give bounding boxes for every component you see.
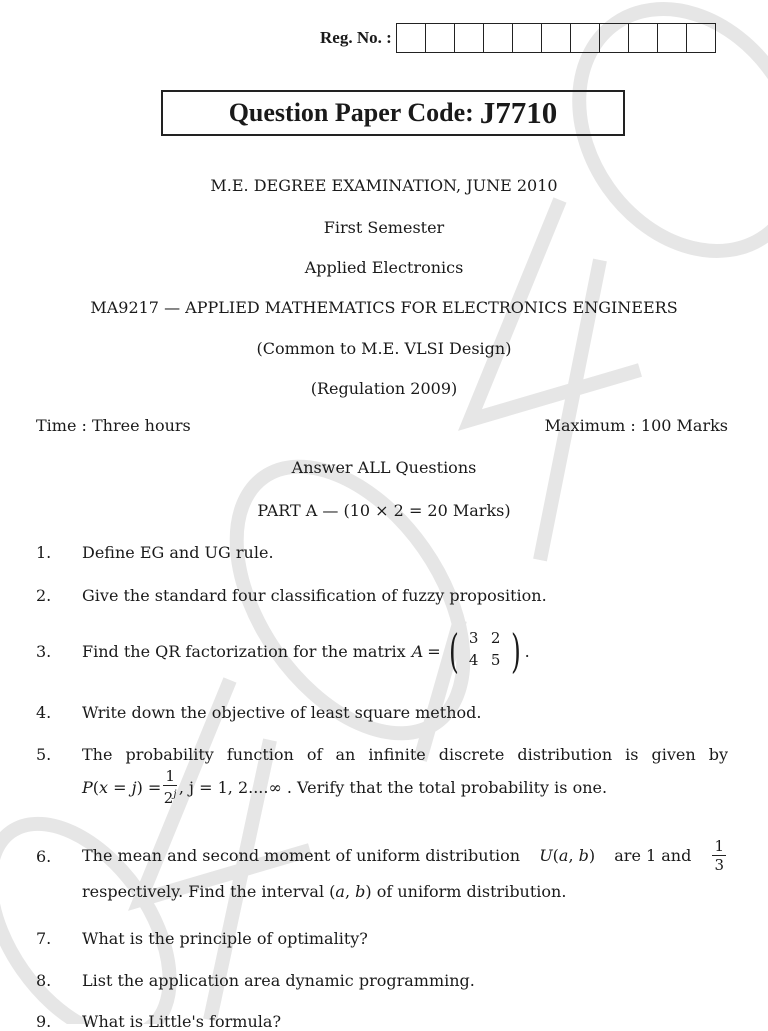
question-number: 4. [36, 703, 52, 722]
question-text: What is Little's formula? [82, 1012, 282, 1031]
matrix-cell: 5 [490, 651, 501, 669]
time-row [36, 416, 728, 435]
reg-no-box[interactable] [600, 24, 629, 52]
question-number: 7. [36, 929, 52, 948]
reg-no-box[interactable] [513, 24, 542, 52]
question-text-b: are 1 and [614, 846, 692, 865]
question-text: The mean and second moment of uniform distribution [82, 846, 521, 865]
matrix-cell: 4 [468, 651, 479, 669]
question-number: 3. [36, 642, 52, 661]
question-text: List the application area dynamic programming. [82, 971, 475, 990]
question-number: 9. [36, 1012, 52, 1031]
semester: First Semester [323, 218, 445, 237]
reg-no-box[interactable] [571, 24, 600, 52]
regulation: (Regulation 2009) [310, 379, 458, 398]
reg-no-box[interactable] [426, 24, 455, 52]
question-number: 1. [36, 543, 52, 562]
question-number: 6. [36, 847, 52, 866]
formula: P [82, 777, 93, 797]
matrix-label: A [411, 641, 424, 661]
question-text-cont: respectively. Find the interval [82, 882, 325, 901]
reg-no-box[interactable] [658, 24, 687, 52]
question-text: Find the QR factorization for the matrix [82, 641, 406, 661]
reg-no-box[interactable] [687, 24, 715, 52]
max-marks: Maximum : 100 Marks [544, 416, 728, 435]
reg-no-box[interactable] [629, 24, 658, 52]
branch: Applied Electronics [304, 258, 464, 277]
exam-title: M.E. DEGREE EXAMINATION, JUNE 2010 [210, 176, 558, 195]
fraction: $\frac{1}{2^j}$ [163, 767, 177, 807]
question-text-line2: respectively. Find the interval (a, b) of uniform distribution. [82, 882, 567, 901]
matrix-cell: 3 [468, 629, 479, 647]
matrix-cell: 2 [490, 629, 501, 647]
reg-no-box[interactable] [455, 24, 484, 52]
fraction: $\frac{1}{3}$ [714, 837, 724, 874]
question-number: 5. [36, 745, 52, 764]
question-text-cont2: of uniform distribution. [376, 882, 567, 901]
question-text-cont: , j = 1, 2....∞ . Verify that the total probability is one. [178, 777, 608, 797]
question-text-line2: P ( x = j ) = $\frac{1}{2^j}$ , j = 1, 2....∞ . Verify that the total probability is one. [82, 767, 608, 807]
paper-code-label: Question Paper Code: [228, 98, 474, 127]
question-text: Give the standard four classification of fuzzy proposition. [82, 586, 547, 605]
reg-no-box[interactable] [484, 24, 513, 52]
time: Time : Three hours [36, 416, 191, 435]
reg-no-box[interactable] [542, 24, 571, 52]
part-a-heading: PART A — (10 × 2 = 20 Marks) [257, 501, 511, 520]
reg-no-boxes[interactable] [396, 23, 716, 53]
paper-code-box [161, 90, 625, 136]
question-text: Write down the objective of least square method. [82, 703, 482, 722]
question-text: Define EG and UG rule. [82, 543, 274, 562]
question-text-row: The mean and second moment of uniform distribution U(a, b) are 1 and $\frac{1}{3}$ [82, 837, 724, 874]
reg-no-label: Reg. No. : [320, 28, 392, 47]
paper-code: J7710 [479, 95, 558, 130]
reg-no-box[interactable] [397, 24, 426, 52]
question-number: 8. [36, 971, 52, 990]
question-text: What is the principle of optimality? [82, 929, 368, 948]
instruction: Answer ALL Questions [291, 458, 477, 477]
common-note: (Common to M.E. VLSI Design) [256, 339, 512, 358]
question-text: The probability function of an infinite discrete distribution is given by [82, 745, 728, 764]
matrix: ( 3 2 4 5 ) [448, 624, 521, 678]
question-number: 2. [36, 586, 52, 605]
question-text-row: Find the QR factorization for the matrix A = ( 3 2 4 5 ) . [82, 624, 530, 678]
subject: MA9217 — APPLIED MATHEMATICS FOR ELECTRONICS ENGINEERS [90, 298, 678, 317]
reg-no [320, 23, 716, 53]
